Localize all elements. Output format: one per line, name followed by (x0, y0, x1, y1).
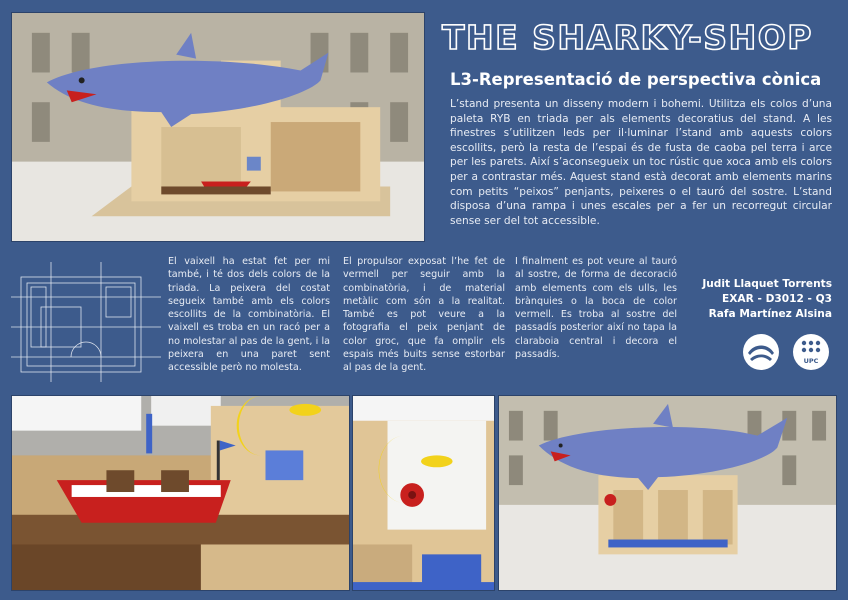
text-column-2: El propulsor exposat l’he fet de vermell per seguir amb la combinatòria, i de material metàlic com són a la realitat. També es pot veure a la fotografia el peix penjant de color groc, que fa omplir els espais més buits sense estorbar al pas de la gent. (343, 256, 505, 374)
author-name: Judit Llaquet Torrents (702, 278, 832, 290)
text-column-1: El vaixell ha estat fet per mi també, i té dos dels colors de la triada. La peixera del costat segueix també amb els colors escollits de la combinatòria. El vaixell es troba en un racó per a no molestar al pas de la gent, i la peixera en una paret sent accessible però no molesta. (168, 256, 330, 374)
logos (742, 333, 834, 371)
window-detail-image (352, 395, 495, 591)
upc-logo-label: UPC (803, 357, 819, 365)
hero-render-image (11, 12, 425, 242)
floor-plan-drawing (11, 257, 161, 382)
text-column-3: I finalment es pot veure al tauró al sostre, de forma de decoració amb elements com els ulls, les brànquies o la boca de color vermell. Es troba al sostre del passadís posterior així no tapa la claraboia central i decora el passadís. (515, 256, 677, 361)
credits-block (690, 277, 832, 322)
upc-logo-icon (792, 333, 830, 371)
teacher-name: Rafa Martínez Alsina (708, 308, 832, 320)
boat-detail-image (11, 395, 350, 591)
subtitle: L3-Representació de perspectiva cònica (450, 70, 822, 89)
school-logo-icon (742, 333, 780, 371)
page-title: THE SHARKY-SHOP (442, 18, 813, 57)
intro-paragraph: L’stand presenta un disseny modern i bohemi. Utilitza els colos d’una paleta RYB en triada per als elements decoratius del stand. A les finestres s’utilitzen leds per il·luminar l’stand amb aquests colors escollits, però la resta de l’espai és de fusta de caoba pel terra i arce per les parets. Així s’aconsegueix un toc rústic que xoca amb els colors per a contrastar més. Aquest stand està decorat amb elements marins com petits “peixos” penjants, peixeres o el tauró del sostre. L’stand disposa d’una rampa i unes escales per a fer un recorregut circular sense ser del tot accessible. (450, 98, 832, 227)
shark-overview-image (498, 395, 837, 591)
course-code: EXAR - D3012 - Q3 (722, 293, 832, 305)
